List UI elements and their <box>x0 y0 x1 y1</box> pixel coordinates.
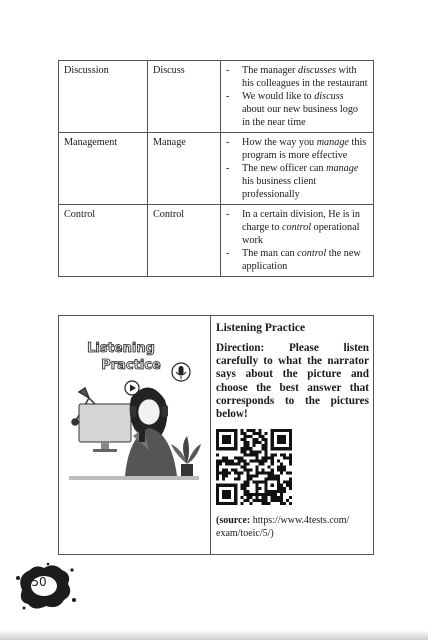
computer-monitor <box>79 404 131 452</box>
examples-cell <box>221 61 374 133</box>
qr-code[interactable] <box>216 429 292 505</box>
table-row <box>59 133 374 205</box>
illustration-title-line2: Practice <box>101 358 161 373</box>
table-row <box>59 61 374 133</box>
noun-cell: Management <box>59 133 148 205</box>
noun-cell: Discussion <box>59 61 148 133</box>
table-row <box>59 205 374 277</box>
source-label: (source: <box>216 515 251 527</box>
microphone-icon <box>172 363 190 381</box>
example-sentence: - The new officer can manage his business client professionally <box>226 163 359 200</box>
examples-cell <box>221 205 374 277</box>
example-sentence: - We would like to discuss about our new business logo in the near time <box>226 91 359 128</box>
listening-illustration <box>59 316 210 554</box>
page-bottom-shadow <box>0 630 428 640</box>
example-sentence: - How the way you manage this program is more effective <box>226 137 367 161</box>
source-url[interactable]: https://www.4tests.com/ exam/toeic/5/) <box>216 515 350 539</box>
example-sentence: - The manager discusses with his colleagues in the restaurant <box>226 65 368 89</box>
column-divider <box>210 316 211 554</box>
page-number: 50 <box>31 575 47 589</box>
listening-practice-box <box>58 315 374 555</box>
listening-illustration-svg <box>59 316 210 554</box>
example-sentence: - In a certain division, He is in charge to control operational work <box>226 209 360 246</box>
noun-cell: Control <box>59 205 148 277</box>
verb-cell: Manage <box>148 133 221 205</box>
woman-with-headphones <box>125 387 177 476</box>
example-sentence: - The man can control the new application <box>226 248 361 272</box>
listening-instructions <box>216 322 369 540</box>
source-citation[interactable] <box>216 515 369 540</box>
illustration-title-line1: Listening <box>87 341 155 356</box>
listening-direction: Direction: Please listen carefully to what the narrator says about the picture and choose the best answer that corresponds to the pictures below! <box>216 342 369 421</box>
vocabulary-table <box>58 60 374 277</box>
desk <box>69 476 199 480</box>
verb-cell: Discuss <box>148 61 221 133</box>
verb-cell: Control <box>148 205 221 277</box>
examples-cell <box>221 133 374 205</box>
listening-heading: Listening Practice <box>216 322 306 334</box>
